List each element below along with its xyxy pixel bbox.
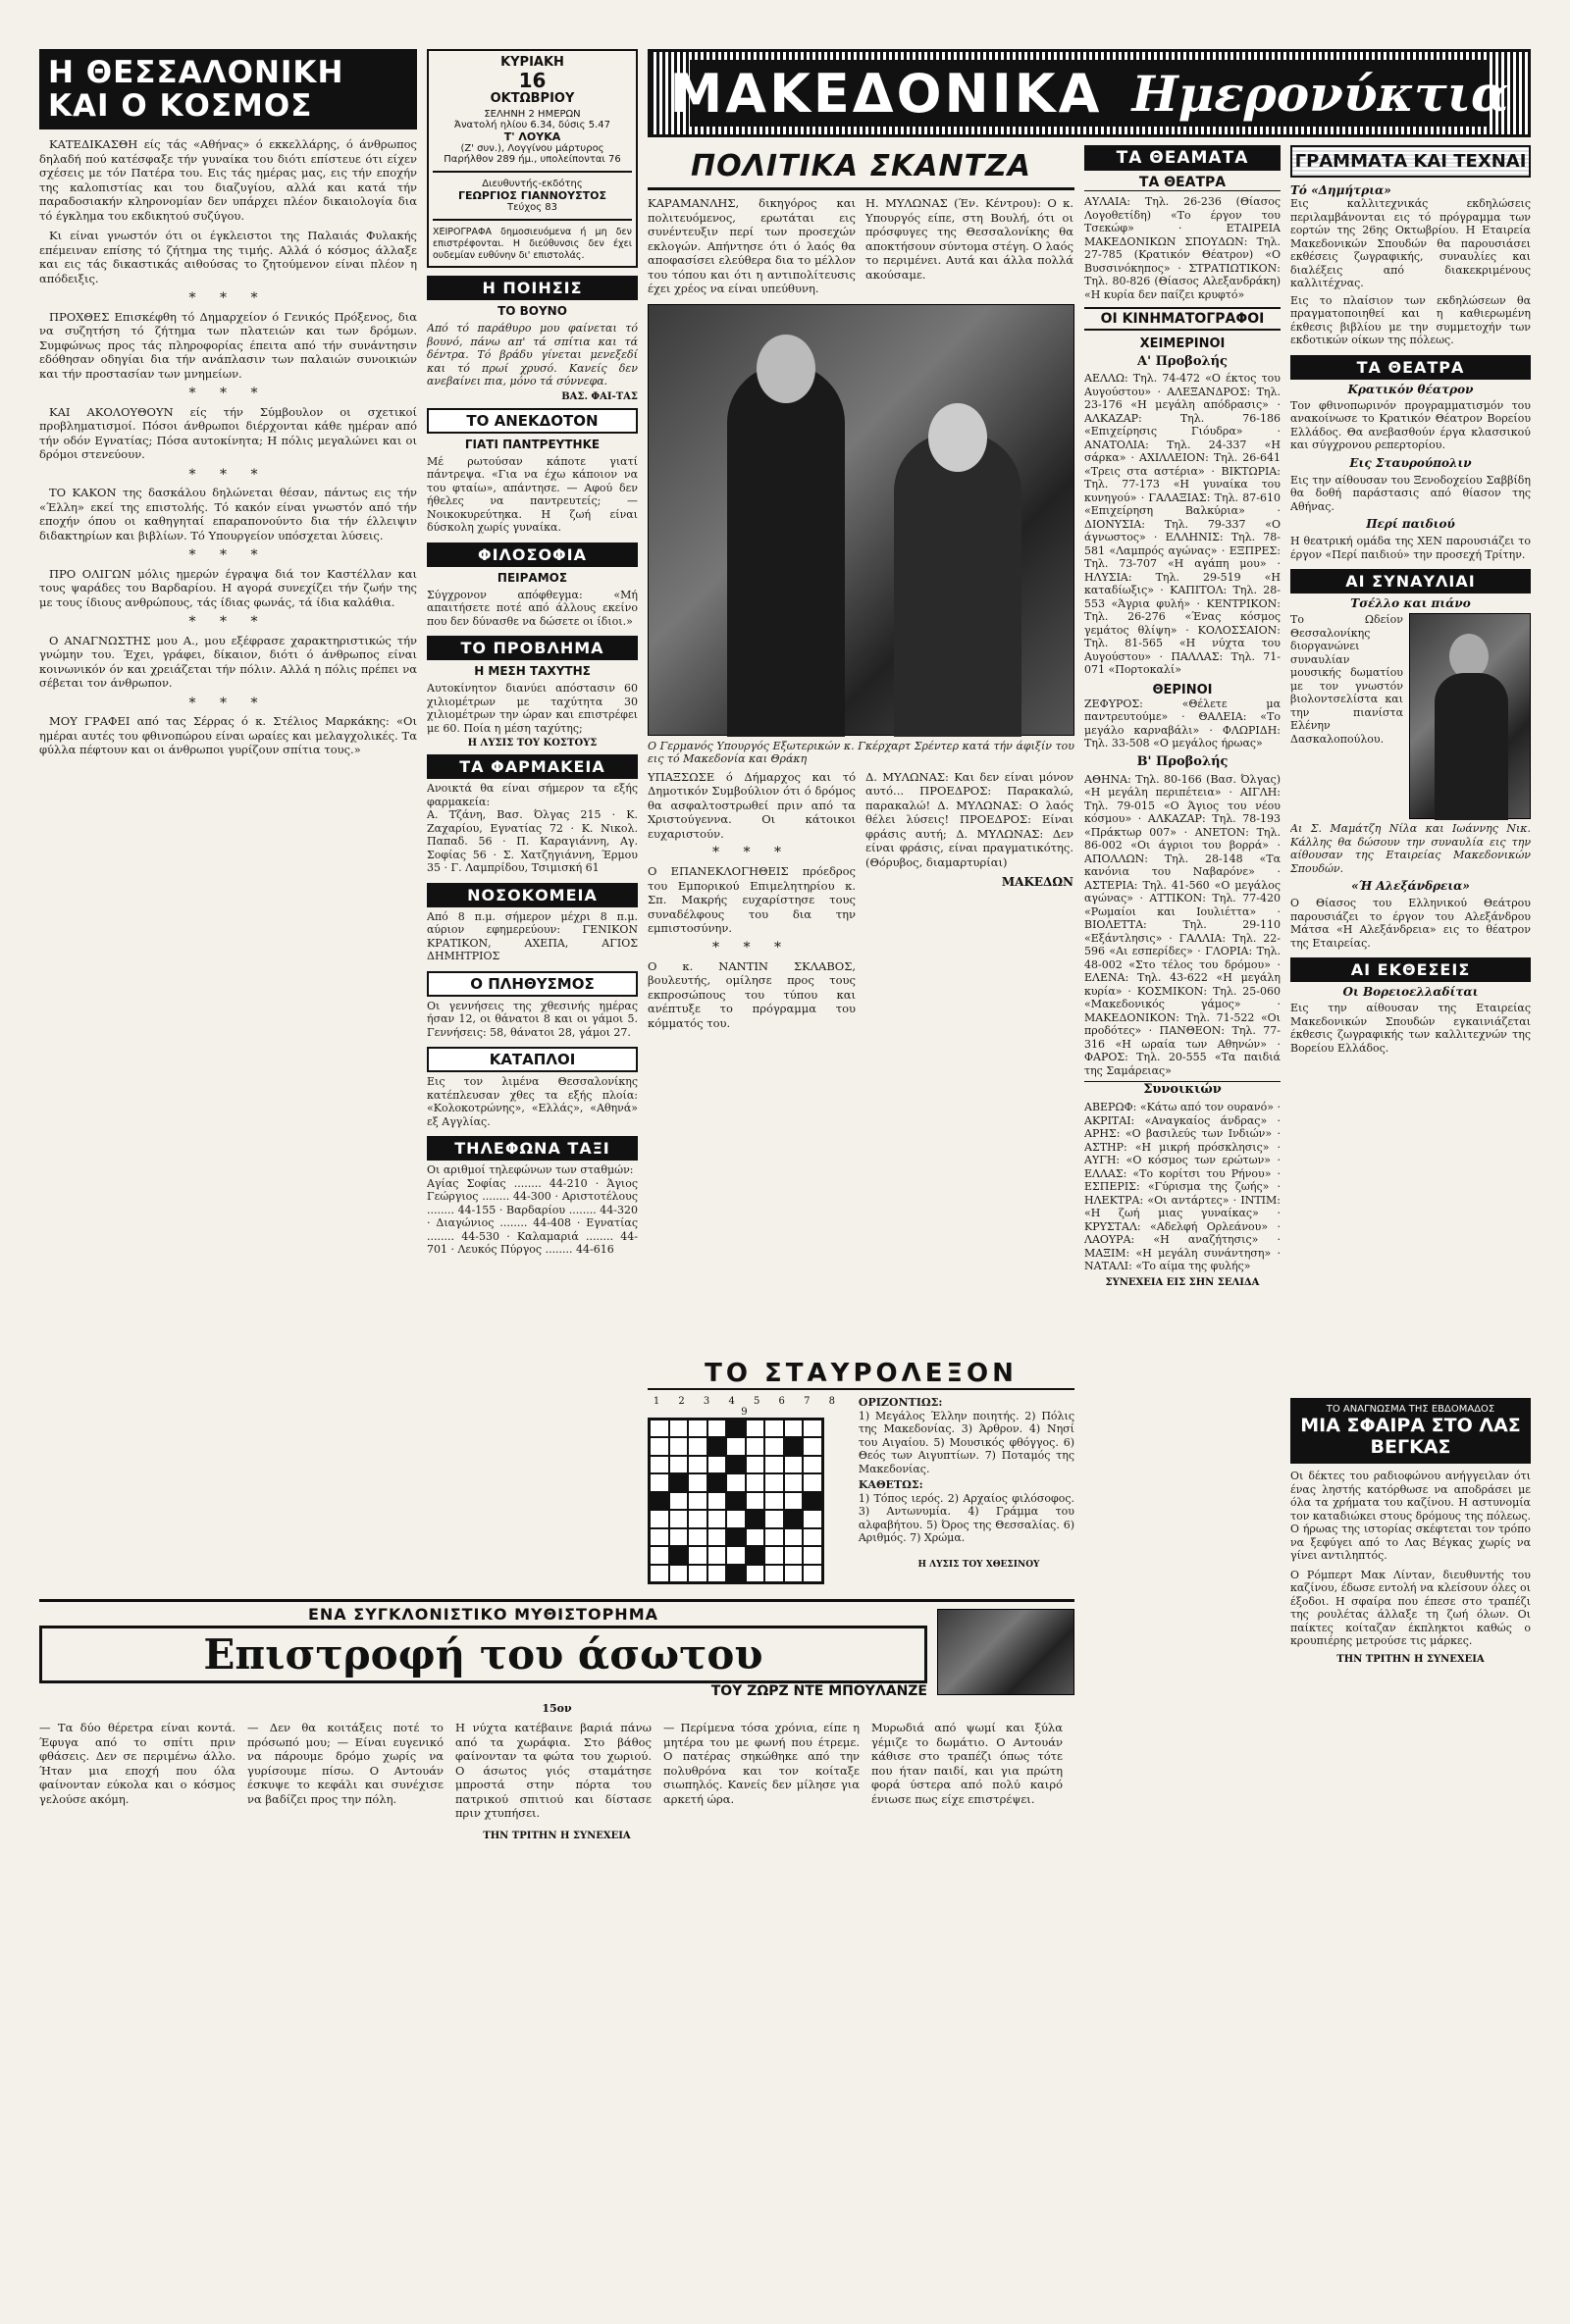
- politics-text1: ΚΑΡΑΜΑΝΛΗΣ, δικηγόρος και πολιτευόμενος, ερωτάται εις συνέντευξιν περί των προσεχών εκλογών. Απήντησε ότι ό λαός θα αποφασίσει ελεύθερα δια το μέλλον του τόπου και ότι η αντιπολίτευσις έχει χρέος να είναι υπεύθυνη.: [648, 196, 856, 295]
- crossword-cell[interactable]: [726, 1473, 746, 1491]
- newspaper-page: [39, 49, 1531, 2286]
- reading-text2: Ο Ρόμπερτ Μακ Λίνταν, διευθυντής του καζίνου, έδωσε εντολή να κλείσουν όλες οι έξοδοι. Η σφαίρα που έπεσε στο τραπέζι της ρουλέτας άλλαξε τη ζωή όλων. Οι παίκτες κοίταζαν έκπληκτοι καθώς ο κρουπιέρης μετρούσε τις μάρκες.: [1290, 1568, 1531, 1647]
- reading-text: Οι δέκτες του ραδιοφώνου ανήγγειλαν ότι ένας ληστής κατόρθωσε να αποδράσει με όλα τα χρήματα του καζίνου. Η αστυνομία τον καταδιώκει στους δρόμους της πόλεως. Ο ήρωας της ιστορίας σκέφτεται τον τρόπο να ξεφύγει από το Λας Βέγκας χωρίς να γίνει αντιληπτός.: [1290, 1470, 1531, 1562]
- crossword-cell[interactable]: [764, 1492, 784, 1510]
- separator: * * *: [188, 290, 268, 306]
- neighborhood-label: Συνοικιών: [1084, 1081, 1281, 1097]
- separator: * * *: [712, 939, 791, 955]
- crossword-down-label: ΚΑΘΕΤΩΣ:: [858, 1478, 923, 1491]
- concerts-text: Το Ωδείον Θεσσαλονίκης διοργανώνει συναυλίαν μουσικής δωματίου με τον γνωστόν βιολοντσελίστα και την πιανίστα Ελένην Δασκαλοπούλου.: [1290, 613, 1403, 746]
- crossword-cell[interactable]: [746, 1420, 765, 1437]
- calendar-saint: Τ' ΛΟΥΚΑ: [503, 130, 561, 143]
- separator: * * *: [188, 386, 268, 401]
- theatres-list: ΑΥΛΑΙΑ: Τηλ. 26-236 (Θίασος Λογοθετίδη) «Το έργον του Τσεκώφ» · ΕΤΑΙΡΕΙΑ ΜΑΚΕΔΟΝΙΚΩΝ ΣΠΟΥΔΩΝ: Τηλ. 27-785 (Κρατικόν Θέατρον) «Ο Βυσσινόκηπος» · ΣΤΡΑΤΙΩΤΙΚΟΝ: Τηλ. 80-826 (Θίασος Αλεξανδράκη) «Η κυρία δεν παίζει κρυφτό»: [1084, 195, 1281, 301]
- piraeus-title: Περί παιδιού: [1366, 517, 1455, 531]
- separator: * * *: [712, 845, 791, 860]
- crossword-cell[interactable]: [707, 1510, 727, 1527]
- summer-label: ΘΕΡΙΝΟΙ: [1152, 682, 1213, 697]
- arts-column: [1290, 145, 1531, 1391]
- crossword-cell[interactable]: [746, 1565, 765, 1582]
- manuscripts-note: ΧΕΙΡΟΓΡΑΦΑ δημοσιευόμενα ή μη δεν επιστρέφονται. Η διεύθυνσις δεν έχει ουδεμίαν ευθύνην δι' επιστολάς.: [433, 227, 632, 261]
- crossword-cell: [726, 1420, 746, 1437]
- arts-theatre-text: Τον φθινοπωρινόν προγραμματισμόν του ανακοίνωσε το Κρατικόν Θέατρον Βορείου Ελλάδος. Θα ανεβασθούν έργα κλασσικού και σύγχρονου ρεπερτορίου.: [1290, 398, 1531, 451]
- main-banner: [648, 49, 1531, 137]
- crossword-cell[interactable]: [764, 1565, 784, 1582]
- article-paragraph: ΠΡΟΧΘΕΣ Επισκέφθη τό Δημαρχείον ό Γενικός Πρόξενος, δια να συζητήση τό ζήτημα των πλατειών και των δρόμων. Συμφώνως προς τάς πληροφορίας έπειτα από τήν συνάντησιν εδόθησαν οδηγίαι δια τήν ανάπλασιν των παλαιών συνοικιών και τήν προστασίαν των μνημείων.: [39, 309, 417, 381]
- novel-banner: [39, 1605, 1074, 1699]
- calendar-month: ΟΚΤΩΒΡΙΟΥ: [490, 91, 575, 106]
- crossword-cell[interactable]: [746, 1456, 765, 1473]
- crossword-solution: [883, 1560, 1074, 1589]
- crossword-cell: [707, 1437, 727, 1455]
- concert-photo: [1409, 613, 1531, 819]
- crossword-cell[interactable]: [803, 1473, 822, 1491]
- crossword-cell[interactable]: [650, 1473, 669, 1491]
- problem-header: ΤΟ ΠΡΟΒΛΗΜΑ: [427, 636, 638, 660]
- crossword-cell[interactable]: [764, 1546, 784, 1564]
- anecdote-header: ΤΟ ΑΝΕΚΔΟΤΟΝ: [427, 408, 638, 434]
- crossword-cell[interactable]: [688, 1565, 707, 1582]
- crossword-cell[interactable]: [746, 1492, 765, 1510]
- crossword-cell: [803, 1492, 822, 1510]
- crossword-cell[interactable]: [784, 1420, 804, 1437]
- cinemas-first-run: ΑΕΛΛΩ: Τηλ. 74-472 «Ο έκτος του Αυγούστου» · ΑΛΕΞΑΝΔΡΟΣ: Τηλ. 23-176 «Η μεγάλη απόδρασις» · ΑΛΚΑΖΑΡ: Τηλ. 76-186 «Επιχείρησις Γιόυδρα» · ΑΝΑΤΟΛΙΑ: Τηλ. 24-337 «Η σάρκα» · ΑΧΙΛΛΕΙΟΝ: Τηλ. 26-641 «Τρεις στα αστέρια» · ΒΙΚΤΩΡΙΑ: Τηλ. 77-173 «Η γυναίκα του κυνηγού» · ΓΑΛΑΞΙΑΣ: Τηλ. 87-610 «Επιχείρηση Βαλκύρια» · ΔΙΟΝΥΣΙΑ: Τηλ. 79-337 «Ο άγνωστος» · ΕΛΛΗΝΙΣ: Τηλ. 78-581 «Λαμπρός αγώνας» · ΕΞΠΡΕΣ: Τηλ. 73-707 «Η αγάπη μου» · ΗΛΥΣΙΑ: Τηλ. 29-519 «Η καταδίωξις» · ΚΑΠΙΤΟΛ: Τηλ. 28-553 «Άγρια φυλή» · ΚΕΝΤΡΙΚΟΝ: Τηλ. 26-276 «Ένας κόσμος γεμάτος θλίψη» · ΚΟΛΟΣΣΑΙΟΝ: Τηλ. 81-565 «Η νύχτα του Αυγούστου» · ΠΑΛΛΑΣ: Τηλ. 71-071 «Πορτοκαλί»: [1084, 372, 1281, 676]
- crossword-cell: [707, 1473, 727, 1491]
- crossword-cell: [746, 1546, 765, 1564]
- left-column-body: [39, 137, 417, 757]
- crossword-cell[interactable]: [764, 1528, 784, 1546]
- info-column: [427, 49, 638, 1589]
- winter-label: ΧΕΙΜΕΡΙΝΟΙ: [1139, 336, 1226, 351]
- stavroupoli-text: Εις την αίθουσαν του Ξενοδοχείου Σαββίδη θα δοθή παράστασις από θίασον της Αθήνας.: [1290, 473, 1531, 513]
- article-paragraph: ΚΑΙ ΑΚΟΛΟΥΘΟΥΝ είς τήν Σύμβουλον οι σχετικοί προβληματισμοί. Πόσοι άνθρωποι διέρχονται κάθε ημέραν από τήν οδόν Εγνατίας; Πόσα αυτοκίνητα; Η πόλις μεγαλώνει και οι δρόμοι στενεύουν.: [39, 404, 417, 461]
- crossword-cell: [669, 1473, 689, 1491]
- crossword-down: 1) Τόπος ιερός. 2) Αρχαίος φιλόσοφος. 3) Αντωνυμία. 4) Γράμμα του αλφαβήτου. 5) Όρος της Θεσσαλίας. 6) Αριθμός. 7) Χρώμα.: [858, 1491, 1074, 1544]
- crossword-cell[interactable]: [784, 1565, 804, 1582]
- calendar-box: [427, 49, 638, 268]
- problem-answer: Η ΛΥΣΙΣ ΤΟΥ ΚΟΣΤΟΥΣ: [467, 738, 598, 749]
- population-header: Ο ΠΛΗΘΥΣΜΟΣ: [427, 971, 638, 997]
- crossword-cell[interactable]: [650, 1528, 669, 1546]
- kataploi-text: Εις τον λιμένα Θεσσαλονίκης κατέπλευσαν χθες τα εξής πλοία: «Κολοκοτρώνης», «Ελλάς», «Αθηνά» εξ Αγγλίας.: [427, 1075, 638, 1128]
- crossword-cell[interactable]: [650, 1510, 669, 1527]
- philosophy-text: Σύγχρονον απόφθεγμα: «Μή απαιτήσετε ποτέ από άλλους εκείνο που δεν δύνασθε να δώσετε οι ίδιοι.»: [427, 588, 638, 628]
- crossword-cell[interactable]: [650, 1565, 669, 1582]
- crossword-grid[interactable]: [648, 1418, 824, 1584]
- crossword-cell[interactable]: [650, 1546, 669, 1564]
- calendar-moon: ΣΕΛΗΝΗ 2 ΗΜΕΡΩΝ: [484, 109, 581, 120]
- crossword-cell[interactable]: [784, 1456, 804, 1473]
- arts-theatre-title: Κρατικόν θέατρον: [1347, 382, 1474, 396]
- second-run-label: Β' Προβολής: [1136, 753, 1229, 769]
- crossword-cell[interactable]: [764, 1437, 784, 1455]
- kataploi-header: ΚΑΤΑΠΛΟΙ: [427, 1047, 638, 1072]
- crossword-across: 1) Μεγάλος Έλλην ποιητής. 2) Πόλις της Μακεδονίας. 3) Άρθρον. 4) Νησί του Αιγαίου. 5) Μουσικός φθόγγος. 6) Θεός των Αιγυπτίων. 7) Ποταμός της Μακεδονίας.: [858, 1409, 1074, 1475]
- left-column: [39, 49, 417, 1589]
- novel-continue: ΤΗΝ ΤΡΙΤΗΝ Η ΣΥΝΕΧΕΙΑ: [483, 1830, 631, 1841]
- poetry-header: Η ΠΟΙΗΣΙΣ: [427, 276, 638, 300]
- population-text: Οι γεννήσεις της χθεσινής ημέρας ήσαν 12, οι θάνατοι 8 και οι γάμοι 5. Γεννήσεις: 58, θάνατοι 28, γάμοι 27.: [427, 999, 638, 1039]
- reading-continue: ΤΗΝ ΤΡΙΤΗΝ Η ΣΥΝΕΧΕΙΑ: [1336, 1653, 1485, 1665]
- publisher-name: ΓΕΩΡΓΙΟΣ ΓΙΑΝΝΟΥΣΤΟΣ: [458, 189, 606, 202]
- novel-kicker: ΕΝΑ ΣΥΓΚΛΟΝΙΣΤΙΚΟ ΜΥΘΙΣΤΟΡΗΜΑ: [307, 1605, 658, 1624]
- crossword-cell: [726, 1492, 746, 1510]
- issue-number: Τεύχος 83: [507, 202, 557, 213]
- crossword-cell[interactable]: [784, 1546, 804, 1564]
- crossword-cell[interactable]: [688, 1437, 707, 1455]
- crossword-cell[interactable]: [803, 1528, 822, 1546]
- crossword-cell[interactable]: [803, 1565, 822, 1582]
- article-paragraph: ΤΟ ΚΑΚΟΝ της δασκάλου δηλώνεται θέσαν, πάντως εις τήν «Έλλη» εκεί της επιστολής. Τό κακόν είναι γνωστόν από τήν εποχήν όπου οι καθηγηταί επαραπονούντο δια τήν έλλειψιν διδακτηρίων και βιβλίων. Τό Υπουργείον υπόσχεται λύσεις.: [39, 486, 417, 542]
- novel-chapter: 15ον: [542, 1702, 572, 1715]
- crossword-cell[interactable]: [726, 1437, 746, 1455]
- crossword-cell[interactable]: [650, 1420, 669, 1437]
- poetry-author: ΒΑΣ. ΦΑΙ-ΤΑΣ: [561, 390, 638, 402]
- cinemas-continue: ΣΥΝΕΧΕΙΑ ΕΙΣ ΣΗΝ ΣΕΛΙΔΑ: [1105, 1276, 1260, 1288]
- crossword-cell[interactable]: [669, 1510, 689, 1527]
- taxi-intro: Οι αριθμοί τηλεφώνων των σταθμών:: [427, 1163, 634, 1176]
- calendar-date: 16: [518, 69, 547, 92]
- title-line1: Η ΘΕΣΣΑΛΟΝΙΚΗ: [48, 55, 344, 90]
- crossword-cell[interactable]: [726, 1546, 746, 1564]
- crossword-cell[interactable]: [764, 1456, 784, 1473]
- crossword-cell[interactable]: [707, 1420, 727, 1437]
- pharmacies-header: ΤΑ ΦΑΡΜΑΚΕΙΑ: [427, 754, 638, 779]
- crossword-solution-label: Η ΛΥΣΙΣ ΤΟΥ ΧΘΕΣΙΝΟΥ: [917, 1560, 1040, 1570]
- crossword-cell[interactable]: [803, 1546, 822, 1564]
- calendar-year-note: Παρήλθον 289 ήμ., υπολείπονται 76: [444, 154, 621, 165]
- politics-text2: Η. ΜΥΛΩΝΑΣ (Έν. Κέντρου): Ο κ. Υπουργός είπε, στη Βουλή, ότι οι πρόσφυγες της Θεσσαλονίκης θα αποκτήσουν σύντομα στέγη. Ο λαός το περιμένει. Αυτά και άλλα πολλά ακούσαμε.: [865, 196, 1073, 282]
- crossword-cell: [784, 1510, 804, 1527]
- crossword-cell[interactable]: [746, 1528, 765, 1546]
- separator: * * *: [188, 466, 268, 483]
- alex-text: Ο Θίασος του Ελληνικού Θεάτρου παρουσιάζει το έργον του Αλεξάνδρου Μάτσα «Η Αλεξάνδρεια» εις το θέατρον της Εταιρείας.: [1290, 897, 1531, 950]
- crossword-cell[interactable]: [803, 1510, 822, 1527]
- politics-dialog: Δ. ΜΥΛΩΝΑΣ: Και δεν είναι μόνον αυτό... ΠΡΟΕΔΡΟΣ: Παρακαλώ, παρακαλώ! Δ. ΜΥΛΩΝΑΣ: Ο λαός θέλει λύσεις! ΠΡΟΕΔΡΟΣ: Είναι φράσις αυτή; Δ. ΜΥΛΩΝΑΣ: Δεν είναι φράσις, είναι πραγματικότης. (Θόρυβος, διαμαρτυρίαι): [865, 769, 1073, 869]
- crossword-cell[interactable]: [669, 1492, 689, 1510]
- philosophy-title: ΠΕΙΡΑΜΟΣ: [497, 570, 568, 585]
- novel-title: Επιστροφή του άσωτου: [39, 1626, 927, 1683]
- pharmacies-list: Α. Τζάνη, Βασ. Όλγας 215 · Κ. Ζαχαρίου, Εγνατίας 72 · Κ. Νικολ. Παπαδ. 56 · Π. Καραγιάννη, Αγ. Σοφίας 56 · Σ. Χατζηγιάννη, Έρμου 35 · Γ. Λαμπρίδου, Τσιμισκή 61: [427, 808, 638, 874]
- title-line2: ΚΑΙ Ο ΚΟΣΜΟΣ: [48, 88, 313, 124]
- hospitals-header: ΝΟΣΟΚΟΜΕΙΑ: [427, 883, 638, 907]
- crossword-header: ΤΟ ΣΤΑΥΡΟΛΕΞΟΝ: [648, 1359, 1074, 1390]
- novel-col3: Η νύχτα κατέβαινε βαριά πάνω από τα χωράφια. Στο βάθος φαίνονταν τα φώτα του χωριού. Ο άσωτος γιός σταμάτησε μπροστά στην πόρτα του πατρικού σπιτιού και δίστασε πριν χτυπήσει.: [455, 1721, 652, 1820]
- theatres-column: [1084, 145, 1281, 2284]
- crossword-cell[interactable]: [746, 1437, 765, 1455]
- poetry-text: Από τό παράθυρο μου φαίνεται τό βουνό, πάνω απ' τά σπίτια και τά δέντρα. Τό βράδυ γίνεται μενεξεδί και τό πρωί χρυσό. Κανείς δεν ανεβαίνει πια, μόνο τά σύννεφα.: [427, 322, 638, 387]
- cinemas-neighborhood: ΑΒΕΡΩΦ: «Κάτω από τον ουρανό» · ΑΚΡΙΤΑΙ: «Αναγκαίος άνδρας» · ΑΡΗΣ: «Ο βασιλεύς των Ινδιών» · ΑΣΤΗΡ: «Η μικρή πρόσκλησις» · ΑΥΓΗ: «Ο κόσμος των ερώτων» · ΕΛΛΑΣ: «Το κορίτσι του Ρήνου» · ΕΣΠΕΡΙΣ: «Γύρισμα της ζωής» · ΗΛΕΚΤΡΑ: «Οι αντάρτες» · ΙΝΤΙΜ: «Η ζωή μιας γυναίκας» · ΚΡΥΣΤΑΛ: «Αδελφή Ορλεάνου» · ΛΑΟΥΡΑ: «Η αναζήτησις» · ΜΑΞΙΜ: «Η μεγάλη συνάντηση» · ΝΑΤΑΛΙ: «Το αίμα της φυλής»: [1084, 1101, 1281, 1272]
- reading-label: ΤΟ ΑΝΑΓΝΩΣΜΑ ΤΗΣ ΕΒΔΟΜΑΔΟΣ: [1326, 1404, 1495, 1415]
- crossword-cell[interactable]: [688, 1473, 707, 1491]
- taxi-header: ΤΗΛΕΦΩΝΑ ΤΑΞΙ: [427, 1136, 638, 1161]
- crossword-cell: [669, 1546, 689, 1564]
- first-run-label: Α' Προβολής: [1137, 354, 1228, 369]
- theatres-header: ΤΑ ΘΕΑΜΑΤΑ: [1084, 145, 1281, 171]
- anecdote-title: ΓΙΑΤΙ ΠΑΝΤΡΕΥΤΗΚΕ: [464, 437, 601, 451]
- crossword-cell[interactable]: [688, 1546, 707, 1564]
- crossword-cell[interactable]: [650, 1456, 669, 1473]
- crossword-numbers: 1 2 3 4 5 6 7 8 9: [653, 1396, 843, 1418]
- crossword-cell[interactable]: [707, 1528, 727, 1546]
- calendar-sun: Άνατολή ηλίου 6.34, δύσις 5.47: [454, 120, 610, 130]
- article-paragraph: Ο ΑΝΑΓΝΩΣΤΗΣ μου Α., μου εξέφρασε χαρακτηριστικώς τήν γνώμην του. Έχει, γράφει, δίκαιον, διότι ό άνθρωπος είναι κοινωνικόν όν και χρειάζεται τήν πόλιν. Αλλά η πόλις πρέπει να σέβεται τον άνθρωπον.: [39, 633, 417, 690]
- crossword-cell[interactable]: [688, 1528, 707, 1546]
- problem-title: Η ΜΕΣΗ ΤΑΧΥΤΗΣ: [474, 664, 591, 678]
- politics-photo: [648, 304, 1074, 736]
- article-paragraph: ΠΡΟ ΟΛΙΓΩΝ μόλις ημερών έγραψα διά τον Καστέλλαν και τους ψαράδες του Βαρδαρίου. Η αγορά συνεχίζει τήν ζωήν της με τους ίδιους ανθρώπους, τάς ίδιας φωνάς, τά ίδια καλάθια.: [39, 566, 417, 609]
- crossword-cell: [784, 1437, 804, 1455]
- exhibitions-header: ΑΙ ΕΚΘΕΣΕΙΣ: [1290, 957, 1531, 982]
- crossword-cell[interactable]: [669, 1456, 689, 1473]
- crossword-cell[interactable]: [669, 1437, 689, 1455]
- concerts-header: ΑΙ ΣΥΝΑΥΛΙΑΙ: [1290, 569, 1531, 594]
- crossword-cell[interactable]: [707, 1546, 727, 1564]
- crossword-cell[interactable]: [726, 1510, 746, 1527]
- crossword-cell: [726, 1528, 746, 1546]
- crossword-cell[interactable]: [764, 1473, 784, 1491]
- hospitals-text: Από 8 π.μ. σήμερον μέχρι 8 π.μ. αύριον εφημερεύουν: ΓΕΝΙΚΟΝ ΚΡΑΤΙΚΟΝ, ΑΧΕΠΑ, ΑΓΙΟΣ ΔΗΜΗΤΡΙΟΣ: [427, 909, 638, 962]
- crossword-cell[interactable]: [688, 1510, 707, 1527]
- weekly-reading: [1290, 1398, 1531, 2286]
- separator: * * *: [188, 547, 268, 563]
- left-column-title: [39, 49, 417, 129]
- separator: * * *: [188, 614, 268, 630]
- philosophy-header: ΦΙΛΟΣΟΦΙΑ: [427, 542, 638, 567]
- article-paragraph: ΚΑΤΕΔΙΚΑΣΘΗ είς τάς «Αθήνας» ό εκκελλάρης, ό άνθρωπος δηλαδή πού κατέσφαξε τήν γυναίκα του διότι επίστευε ότι είχεν σχέσεις με τόν Πατέρα του. Εις τάς ημέρας μας, εις τήν εποχήν της καλοπιστίας και του διαζυγίου, αλλά και κατά τήν παραδοσιακήν κληρονομίαν δεν υπάρχει πλέον δικαιολογία δια τό έγκλημα του εκδικητού συζύγου.: [39, 137, 417, 223]
- cinema-header: ΟΙ ΚΙΝΗΜΑΤΟΓΡΑΦΟΙ: [1084, 307, 1281, 331]
- politics-text3: ΥΠΑΞΣΩΣΕ ό Δήμαρχος και τό Δημοτικόν Συμβούλιον ότι ό δρόμος θα ασφαλτοστρωθεί πριν από τα Χριστούγεννα. Οι κάτοικοι ευχαριστούν.: [648, 769, 856, 841]
- concerts-title: Τσέλλο και πιάνο: [1350, 596, 1471, 610]
- novel-col2: — Δεν θα κοιτάξεις ποτέ το πρόσωπό μου; — Είναι ευγενικό να πάρουμε δρόμο χωρίς να γυρίσουμε πίσω. Ο Αντουάν έσκυψε το κεφάλι και συνέχισε να βαδίζει προς την πόλη.: [247, 1721, 444, 1806]
- crossword-cell[interactable]: [803, 1420, 822, 1437]
- crossword-cell: [726, 1456, 746, 1473]
- theatres-sub: ΤΑ ΘΕΑΤΡΑ: [1084, 175, 1281, 191]
- alex-title: «Ή Αλεξάνδρεια»: [1351, 879, 1470, 893]
- cinemas-second-run: ΑΘΗΝΑ: Τηλ. 80-166 (Βασ. Όλγας) «Η μεγάλη περιπέτεια» · ΑΙΓΛΗ: Τηλ. 79-015 «Ο Άγιος του νέου κόσμου» · ΑΛΚΑΖΑΡ: Τηλ. 78-193 «Πράκτωρ 007» · ΑΝΕΤΟΝ: Τηλ. 86-002 «Οι άγριοι του βορρά» · ΑΠΟΛΛΩΝ: Τηλ. 28-148 «Τα κανόνια του Ναβαρόνε» · ΑΣΤΕΡΙΑ: Τηλ. 41-560 «Ο μεγάλος αγώνας» · ΑΤΤΙΚΟΝ: Τηλ. 77-420 «Ρωμαίοι και Ιουλιέττα» · ΒΙΟΛΕΤΤΑ: Τηλ. 29-110 «Εξάντλησις» · ΓΑΛΛΙΑ: Τηλ. 22-596 «Αι εσπερίδες» · ΓΛΟΡΙΑ: Τηλ. 48-002 «Στο τέλος του δρόμου» · ΕΛΕΝΑ: Τηλ. 43-622 «Η μεγάλη κυρία» · ΚΟΣΜΙΚΟΝ: Τηλ. 25-060 «Μακεδονικός γάμος» · ΜΑΚΕΔΟΝΙΚΟΝ: Τηλ. 71-522 «Οι προδότες» · ΠΑΝΘΕΟΝ: Τηλ. 77-316 «Η ωραία των Αθηνών» · ΦΑΡΟΣ: Τηλ. 20-555 «Τα παιδιά της Σαμάρειας»: [1084, 772, 1281, 1077]
- reading-title: ΜΙΑ ΣΦΑΙΡΑ ΣΤΟ ΛΑΣ ΒΕΓΚΑΣ: [1300, 1415, 1521, 1458]
- crossword-cell[interactable]: [784, 1528, 804, 1546]
- crossword-cell[interactable]: [803, 1456, 822, 1473]
- stavroupoli-title: Εις Σταυρούπολιν: [1349, 455, 1472, 470]
- crossword-cell[interactable]: [650, 1437, 669, 1455]
- politics-header: ΠΟΛΙΤΙΚΑ ΣΚΑΝΤΖΑ: [648, 145, 1074, 190]
- novel-illustration: [937, 1609, 1074, 1695]
- arts-item1-title: Τό «Δημήτρια»: [1290, 183, 1391, 197]
- photo-caption: Ο Γερμανός Υπουργός Εξωτερικών κ. Γκέρχαρτ Σρέντερ κατά τήν άφιξίν του εις τό Μακεδονία και Θράκη: [648, 739, 1074, 765]
- crossword-cell[interactable]: [746, 1473, 765, 1491]
- novel-col4: — Περίμενα τόσα χρόνια, είπε η μητέρα του με φωνή που έτρεμε. Ο πατέρας σηκώθηκε από την πολυθρόνα και τον κοίταξε σιωπηλός. Κανείς δεν μίλησε για αρκετή ώρα.: [663, 1721, 860, 1806]
- crossword-cell[interactable]: [688, 1492, 707, 1510]
- crossword-cell[interactable]: [669, 1420, 689, 1437]
- calendar-saint-note: (Ζ' συν.), Λογγίνου μάρτυρος: [460, 143, 604, 154]
- crossword-cell[interactable]: [764, 1510, 784, 1527]
- crossword-cell[interactable]: [764, 1420, 784, 1437]
- crossword-cell[interactable]: [784, 1492, 804, 1510]
- novel-section: [39, 1599, 1074, 2286]
- novel-author: ΤΟΥ ΖΩΡΖ ΝΤΕ ΜΠΟΥΛΑΝΖΕ: [710, 1683, 927, 1699]
- crossword-cell: [726, 1565, 746, 1582]
- crossword-cell[interactable]: [688, 1420, 707, 1437]
- crossword-section: [648, 1359, 1074, 1589]
- crossword-cell[interactable]: [707, 1456, 727, 1473]
- crossword-cell[interactable]: [669, 1528, 689, 1546]
- crossword-cell[interactable]: [707, 1492, 727, 1510]
- arts-header: ΓΡΑΜΜΑΤΑ ΚΑΙ ΤΕΧΝΑΙ: [1290, 145, 1531, 178]
- novel-col5: Μυρωδιά από ψωμί και ξύλα γέμιζε το δωμάτιο. Ο Αντουάν κάθισε στο τραπέζι όπως τότε που ήταν παιδί, και για πρώτη φορά ύστερα από πολύ καιρό ένιωσε πως είχε επιστρέψει.: [871, 1721, 1063, 1806]
- cinemas-summer: ΖΕΦΥΡΟΣ: «Θέλετε μα παντρευτούμε» · ΘΑΛΕΙΑ: «Το μεγάλο καρναβάλι» · ΦΛΩΡΙΔΗ: Τηλ. 33-508 «Ο μεγάλος ήρωας»: [1084, 697, 1281, 749]
- arts-theatre-header: ΤΑ ΘΕΑΤΡΑ: [1290, 355, 1531, 380]
- article-paragraph: Κι είναι γνωστόν ότι οι έγκλειστοι της Παλαιάς Φυλακής επέμειναν επίσης τό ζήτημα της τιμής. Αλλά ό κόσμος άλλαξε και εις τάς δικαστικάς αιθούσας το ζητούμενον είναι πλέον η απόδειξις.: [39, 229, 417, 285]
- pharmacies-intro: Ανοικτά θα είναι σήμερον τα εξής φαρμακεία:: [427, 782, 638, 808]
- politics-text5: Ο κ. ΝΑΝΤΙΝ ΣΚΛΑΒΟΣ, βουλευτής, ομίλησε προς τους εκπροσώπους του τύπου και ανέπτυξε το πρόγραμμα του κόμματός του.: [648, 958, 856, 1030]
- crossword-cell[interactable]: [688, 1456, 707, 1473]
- crossword-cell[interactable]: [803, 1437, 822, 1455]
- calendar-day: ΚΥΡΙΑΚΗ: [500, 55, 564, 70]
- concert-photo-caption: Αι Σ. Μαμάτζη Νίλα και Ιωάννης Νικ. Κάλλης θα δώσουν την συναυλία εις την αίθουσαν της Εταιρείας Μακεδονικών Σπουδών.: [1290, 822, 1531, 875]
- reading-banner: [1290, 1398, 1531, 1464]
- problem-text: Αυτοκίνητον διανύει απόστασιν 60 χιλιομέτρων με ταχύτητα 30 χιλιομέτρων την ώραν και επιστρέφει με 60. Ποία η μέση ταχύτης;: [427, 682, 638, 735]
- article-paragraph: ΜΟΥ ΓΡΑΦΕΙ από τας Σέρρας ό κ. Στέλιος Μαρκάκης: «Οι ημέραι αυτές του φθινοπώρου είναι ωραίες και μελαγχολικές. Τα φύλλα πέφτουν και οι άνθρωποι γυρίζουν σπίτια τους.»: [39, 714, 417, 756]
- exhibitions-title: Οι Βορειοελλαδίται: [1342, 985, 1479, 999]
- banner-title-left: ΜΑΚΕΔΟΝΙΚΑ: [669, 62, 1103, 125]
- crossword-cell[interactable]: [784, 1473, 804, 1491]
- arts-item2-text: Εις το πλαίσιον των εκδηλώσεων θα πραγματοποιηθεί και η καθιερωμένη έκθεσις βιβλίου με την συμμετοχήν των εκδοτικών οίκων της πόλεως.: [1290, 293, 1531, 346]
- taxi-rows: Αγίας Σοφίας ........ 44-210 · Άγιος Γεώργιος ........ 44-300 · Αριστοτέλους ........ 44-155 · Βαρδαρίου ........ 44-320 · Διαγώνιος ........ 44-408 · Εγνατίας ........ 44-530 · Καλαμαριά ........ 44-701 · Λευκός Πύργος ........ 44-616: [427, 1176, 638, 1256]
- exhibitions-text: Εις την αίθουσαν της Εταιρείας Μακεδονικών Σπουδών εγκαινιάζεται έκθεσις ζωγραφικής των καλλιτεχνών της Βορείου Ελλάδος.: [1290, 1002, 1531, 1055]
- separator: * * *: [188, 695, 268, 711]
- poetry-title: ΤΟ ΒΟΥΝΟ: [497, 304, 567, 318]
- crossword-cell: [746, 1510, 765, 1527]
- politics-text4: Ο ΕΠΑΝΕΚΛΟΓΗΘΕΙΣ πρόεδρος του Εμπορικού Επιμελητηρίου κ. Σπ. Μακρής ευχαρίστησε τους συναδέλφους του δια την εμπιστοσύνην.: [648, 864, 856, 935]
- piraeus-text: Η θεατρική ομάδα της ΧΕΝ παρουσιάζει το έργον «Περί παιδιού» την προσεχή Τρίτην.: [1290, 535, 1531, 561]
- politics-section: [648, 145, 1074, 1352]
- crossword-cell[interactable]: [707, 1565, 727, 1582]
- politics-signature: ΜΑΚΕΔΩΝ: [1001, 875, 1073, 889]
- novel-col1: — Τα δύο θέρετρα είναι κοντά. Έφυγα από το σπίτι πριν φθάσεις. Δεν σε περιμένω άλλο. Ήταν μια εποχή που όλα φαίνονταν εύκολα και ο κόσμος γελούσε ακόμη.: [39, 1721, 236, 1806]
- anecdote-text: Μέ ρωτούσαν κάποτε γιατί πάντρεψα. «Για να έχω κάποιον να του φταίω», απάντησε. — Αφού δεν ήθελες να παντρευτείς; — Νοικοκυρεύτηκα. Η ζωή είναι δύσκολη χωρίς γυναίκα.: [427, 454, 638, 534]
- crossword-across-label: ΟΡΙΖΟΝΤΙΩΣ:: [858, 1396, 943, 1409]
- crossword-cell: [650, 1492, 669, 1510]
- crossword-cell[interactable]: [669, 1565, 689, 1582]
- arts-item1-text: Εις καλλιτεχνικάς εκδηλώσεις περιλαμβάνονται εις τό πρόγραμμα των εορτών της 26ης Οκτωβρίου. Η Εταιρεία Μακεδονικών Σπουδών θα παρουσιάσει εκθέσεις ζωγραφικής, συναυλίες και διαλέξεις από διακεκριμένους καλλιτέχνας.: [1290, 197, 1531, 289]
- publisher-label: Διευθυντής-εκδότης: [482, 179, 583, 189]
- banner-title-right: Ημερονύκτια: [1131, 64, 1509, 123]
